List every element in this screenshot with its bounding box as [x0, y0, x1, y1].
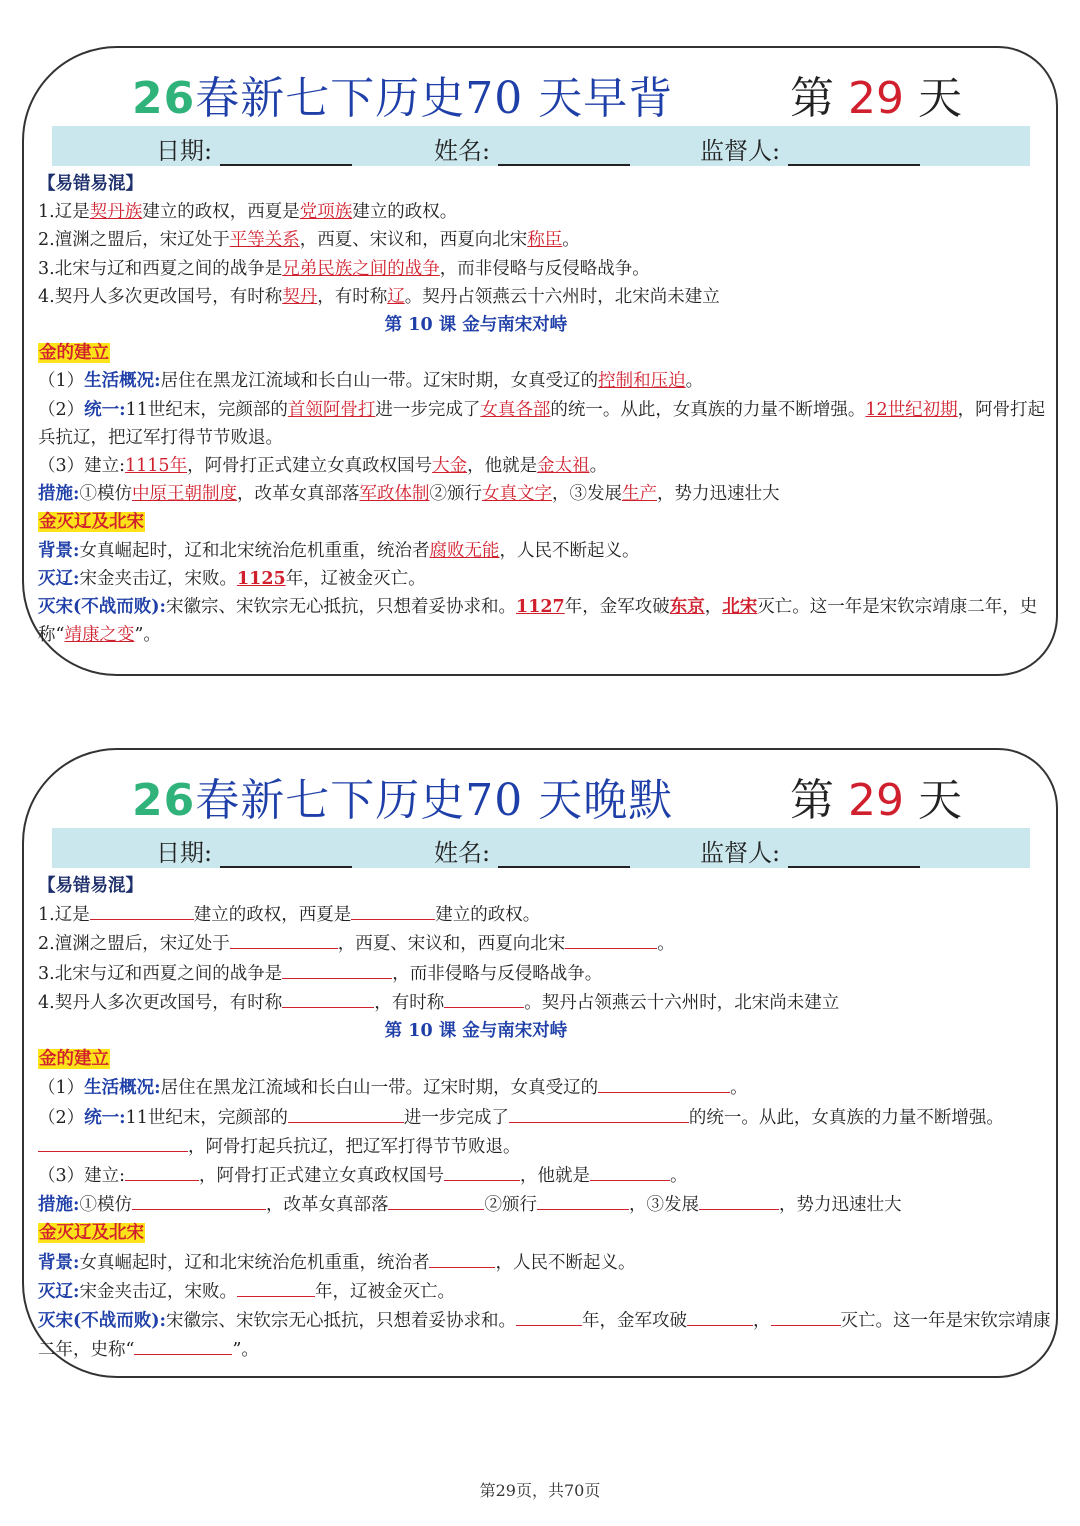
text: ，而非侵略与反侵略战争。: [439, 258, 650, 279]
text: 宋金夹击辽，宋败。: [79, 1281, 237, 1302]
text: 进一步完成了: [375, 399, 481, 420]
text: 。: [657, 934, 675, 955]
text: ，有时称: [374, 992, 445, 1013]
text: ，人民不断起义。: [499, 540, 640, 561]
answer: 兄弟民族之间的战争: [282, 258, 440, 279]
text: （2）: [38, 1107, 85, 1128]
title-main: 春新七下历史70: [195, 775, 524, 826]
section-label: 金灭辽及北宋: [39, 512, 144, 533]
card-title: [132, 62, 673, 126]
text: 。: [685, 371, 704, 392]
fill-blank[interactable]: [237, 1277, 315, 1297]
text: ，西夏、宋议和，西夏向北宋: [337, 934, 566, 955]
line-2: [38, 226, 1054, 254]
line-3: [38, 255, 1054, 283]
text: ，势力迅速壮大: [656, 484, 780, 505]
keyword: 统一:: [84, 399, 126, 420]
name-field[interactable]: [434, 131, 630, 166]
fill-blank[interactable]: [38, 1132, 188, 1152]
keyword: 背景:: [38, 540, 80, 561]
text: 进一步完成了: [403, 1107, 509, 1128]
para-2: [38, 396, 1054, 452]
answer: 平等关系: [229, 230, 300, 251]
para-destroy-liao: [38, 1277, 1054, 1306]
text: 11世纪末，完颜部的: [125, 1107, 288, 1128]
text: 3.北宋与辽和西夏之间的战争是: [38, 258, 283, 279]
text: 宋徽宗、宋钦宗无心抵抗，只想着妥协求和。: [166, 1311, 517, 1332]
text: （1）: [38, 371, 85, 392]
fill-blank[interactable]: [134, 1335, 232, 1355]
text: ，阿骨打正式建立女真政权国号: [187, 456, 433, 477]
text: 年，金军攻破: [582, 1311, 688, 1332]
text: 建立的政权，西夏是: [142, 202, 300, 223]
text: ②颁行: [484, 1195, 537, 1216]
text: 女真崛起时，辽和北宋统治危机重重，统治者: [79, 1252, 430, 1273]
answer: 契丹: [282, 286, 318, 307]
date-label: 日期:: [156, 137, 213, 165]
para-destroy-song: [38, 1306, 1054, 1364]
name-line[interactable]: [498, 142, 630, 166]
text: 。: [730, 1078, 748, 1099]
para-destroy-liao: [38, 565, 1054, 593]
title-number: 26: [132, 775, 196, 826]
fill-blank[interactable]: [771, 1306, 841, 1326]
day-counter: [790, 62, 962, 126]
answer: 东京: [669, 597, 705, 618]
section-label: 金的建立: [39, 343, 109, 364]
day-suffix: 天: [918, 73, 962, 124]
text: 建立的政权，西夏是: [193, 905, 352, 926]
text: ，有时称: [317, 286, 388, 307]
day-prefix: 第: [790, 775, 834, 826]
keyword: 背景:: [38, 1252, 80, 1273]
line-2: [38, 929, 1054, 958]
day-prefix: 第: [790, 73, 834, 124]
supervisor-field[interactable]: [700, 833, 920, 868]
name-label: 姓名:: [434, 839, 491, 867]
line-1: [38, 900, 1054, 929]
keyword: 灭辽:: [38, 1281, 80, 1302]
text: （1）: [38, 1078, 85, 1099]
fill-blank[interactable]: [125, 1161, 199, 1181]
text: （3）建立:: [38, 456, 126, 477]
para-measures: [38, 480, 1054, 508]
answer: 辽: [387, 286, 405, 307]
fill-blank[interactable]: [282, 988, 374, 1008]
supervisor-label: 监督人:: [700, 137, 781, 165]
section-jin-conquest: [38, 1219, 1054, 1247]
answer: 军政体制: [359, 484, 430, 505]
title-main: 春新七下历史70: [195, 73, 524, 124]
text: 年，辽被金灭亡。: [285, 568, 426, 589]
answer: 女真各部: [480, 399, 551, 420]
fill-blank[interactable]: [590, 1161, 670, 1181]
text: 11世纪末，完颜部的: [125, 399, 288, 420]
day-number: 29: [848, 73, 904, 124]
answer: 首领阿骨打: [287, 399, 376, 420]
supervisor-label: 监督人:: [700, 839, 781, 867]
answer: 1115年: [125, 456, 188, 477]
answer: 腐败无能: [429, 540, 500, 561]
text: ，改革女真部落: [236, 484, 360, 505]
section-jin-founding: [38, 339, 1054, 367]
fill-blank[interactable]: [351, 900, 435, 920]
day-counter: [790, 764, 962, 828]
text: 。: [589, 456, 608, 477]
keyword: 措施:: [38, 484, 80, 505]
answer: 控制和压迫: [598, 371, 686, 392]
name-label: 姓名:: [434, 137, 491, 165]
para-3: [38, 1161, 1054, 1190]
day-suffix: 天: [918, 775, 962, 826]
line-3: [38, 959, 1054, 988]
fill-blank[interactable]: [230, 929, 338, 949]
card-title: [132, 764, 673, 828]
text: 女真崛起时，辽和北宋统治危机重重，统治者: [79, 540, 430, 561]
supervisor-field[interactable]: [700, 131, 920, 166]
title-sub: 天早背: [538, 73, 674, 124]
para-2: [38, 1103, 1054, 1161]
keyword: 灭宋(不战而败):: [38, 597, 167, 618]
supervisor-line[interactable]: [788, 844, 920, 868]
text: 4.契丹人多次更改国号，有时称: [38, 992, 283, 1013]
text: 。: [670, 1166, 688, 1187]
text: 居住在黑龙江流域和长白山一带。辽宋时期，女真受辽的: [160, 1078, 599, 1099]
line-1: [38, 198, 1054, 226]
para-destroy-song: [38, 593, 1054, 649]
text: 居住在黑龙江流域和长白山一带。辽宋时期，女真受辽的: [160, 371, 599, 392]
para-1: [38, 1073, 1054, 1102]
fill-blank[interactable]: [90, 900, 194, 920]
answer: 金太祖: [537, 456, 590, 477]
para-1: [38, 367, 1054, 395]
keyword: 生活概况:: [84, 1078, 161, 1099]
fill-blank[interactable]: [598, 1073, 730, 1093]
keyword: 灭宋(不战而败):: [38, 1311, 167, 1332]
lesson-title: 第 10 课 金与南宋对峙: [384, 315, 568, 336]
text: ，改革女真部落: [265, 1195, 389, 1216]
text: 灭亡。这一年是宋钦宗靖康二年，史称“: [38, 1311, 1051, 1361]
text: 灭亡。这一年是宋钦宗靖康二年，史称“: [38, 597, 1038, 646]
keyword: 统一:: [84, 1107, 126, 1128]
text: 宋金夹击辽，宋败。: [79, 568, 237, 589]
answer: 中原王朝制度: [131, 484, 237, 505]
fill-blank[interactable]: [699, 1190, 779, 1210]
fill-blank[interactable]: [516, 1306, 582, 1326]
fill-blank[interactable]: [444, 988, 524, 1008]
answer: 契丹族: [89, 202, 143, 223]
text: ，阿骨打起兵抗辽，把辽军打得节节败退。: [188, 1136, 521, 1157]
answer: 大金: [432, 456, 468, 477]
text: 年，金军攻破: [564, 597, 670, 618]
section-header-mistakes: 【易错易混】: [38, 174, 143, 194]
text: ①模仿: [79, 484, 132, 505]
name-line[interactable]: [498, 844, 630, 868]
text: ，③发展: [628, 1195, 699, 1216]
card-content: [38, 872, 1054, 1364]
text: ，③发展: [551, 484, 622, 505]
text: 。: [562, 230, 580, 251]
text: ”。: [232, 1340, 259, 1361]
text: 宋徽宗、宋钦宗无心抵抗，只想着妥协求和。: [166, 597, 517, 618]
text: ，而非侵略与反侵略战争。: [392, 963, 603, 984]
section-header-mistakes: 【易错易混】: [38, 876, 143, 896]
text: 2.澶渊之盟后，宋辽处于: [38, 934, 230, 955]
keyword: 灭辽:: [38, 568, 80, 589]
text: 年，辽被金灭亡。: [314, 1281, 455, 1302]
supervisor-line[interactable]: [788, 142, 920, 166]
text: （3）建立:: [38, 1166, 126, 1187]
section-label: 金灭辽及北宋: [39, 1223, 144, 1244]
info-bar: [52, 126, 1030, 166]
section-label: 金的建立: [39, 1049, 109, 1070]
day-number: 29: [848, 775, 904, 826]
page-footer: 第29页，共70页: [479, 1481, 601, 1500]
info-bar: [52, 828, 1030, 868]
text: 。契丹占领燕云十六州时，北宋尚未建立: [404, 286, 720, 307]
title-sub: 天晚默: [538, 775, 674, 826]
fill-blank[interactable]: [687, 1306, 753, 1326]
keyword: 生活概况:: [84, 371, 161, 392]
text: 的统一。从此，女真族的力量不断增强。: [688, 1107, 1004, 1128]
text: ，势力迅速壮大: [778, 1195, 902, 1216]
fill-blank[interactable]: [429, 1248, 495, 1268]
line-4: [38, 988, 1054, 1017]
line-4: [38, 283, 1054, 311]
text: ”。: [134, 625, 161, 646]
text: 建立的政权。: [352, 202, 458, 223]
answer: 1127: [516, 597, 565, 618]
text: ，人民不断起义。: [495, 1252, 636, 1273]
text: 的统一。从此，女真族的力量不断增强。: [550, 399, 866, 420]
para-3: [38, 452, 1054, 480]
answer: 靖康之变: [64, 625, 135, 646]
answer: 党项族: [299, 202, 353, 223]
date-field[interactable]: [156, 833, 352, 868]
text: 1.辽是: [38, 202, 90, 223]
text: 3.北宋与辽和西夏之间的战争是: [38, 963, 283, 984]
fill-blank[interactable]: [288, 1103, 404, 1123]
fill-blank[interactable]: [537, 1190, 629, 1210]
answer: 生产: [621, 484, 657, 505]
lesson-title: 第 10 课 金与南宋对峙: [384, 1021, 568, 1042]
section-jin-founding: [38, 1045, 1054, 1073]
para-measures: [38, 1190, 1054, 1219]
text: ，: [753, 1311, 771, 1332]
fill-blank[interactable]: [132, 1190, 266, 1210]
answer: 称臣: [527, 230, 563, 251]
fill-blank[interactable]: [565, 929, 657, 949]
title-number: 26: [132, 73, 196, 124]
morning-card: [22, 46, 1058, 676]
text: ，阿骨打正式建立女真政权国号: [199, 1166, 445, 1187]
card-content: [38, 170, 1054, 649]
name-field[interactable]: [434, 833, 630, 868]
text: ，: [704, 597, 723, 618]
answer: 女真文字: [481, 484, 552, 505]
fill-blank[interactable]: [444, 1161, 520, 1181]
answer: 12世纪初期: [865, 399, 958, 420]
text: 1.辽是: [38, 905, 90, 926]
text: （2）: [38, 399, 85, 420]
fill-blank[interactable]: [282, 959, 392, 979]
text: ，他就是: [520, 1166, 591, 1187]
text: 4.契丹人多次更改国号，有时称: [38, 286, 283, 307]
text: ，阿骨打起兵抗辽，把辽军打得节节败退。: [38, 399, 1046, 448]
date-label: 日期:: [156, 839, 213, 867]
date-line[interactable]: [220, 142, 352, 166]
answer: 北宋: [722, 597, 758, 618]
answer: 1125: [236, 568, 286, 589]
text: ，他就是: [467, 456, 538, 477]
text: ①模仿: [79, 1195, 132, 1216]
keyword: 措施:: [38, 1195, 80, 1216]
section-jin-conquest: [38, 508, 1054, 536]
evening-card: [22, 748, 1058, 1378]
text: 建立的政权。: [435, 905, 541, 926]
fill-blank[interactable]: [509, 1103, 689, 1123]
para-background: [38, 537, 1054, 565]
text: 2.澶渊之盟后，宋辽处于: [38, 230, 230, 251]
date-field[interactable]: [156, 131, 352, 166]
text: 。契丹占领燕云十六州时，北宋尚未建立: [524, 992, 840, 1013]
date-line[interactable]: [220, 844, 352, 868]
para-background: [38, 1248, 1054, 1277]
text: ，西夏、宋议和，西夏向北宋: [299, 230, 528, 251]
fill-blank[interactable]: [388, 1190, 484, 1210]
text: ②颁行: [429, 484, 482, 505]
